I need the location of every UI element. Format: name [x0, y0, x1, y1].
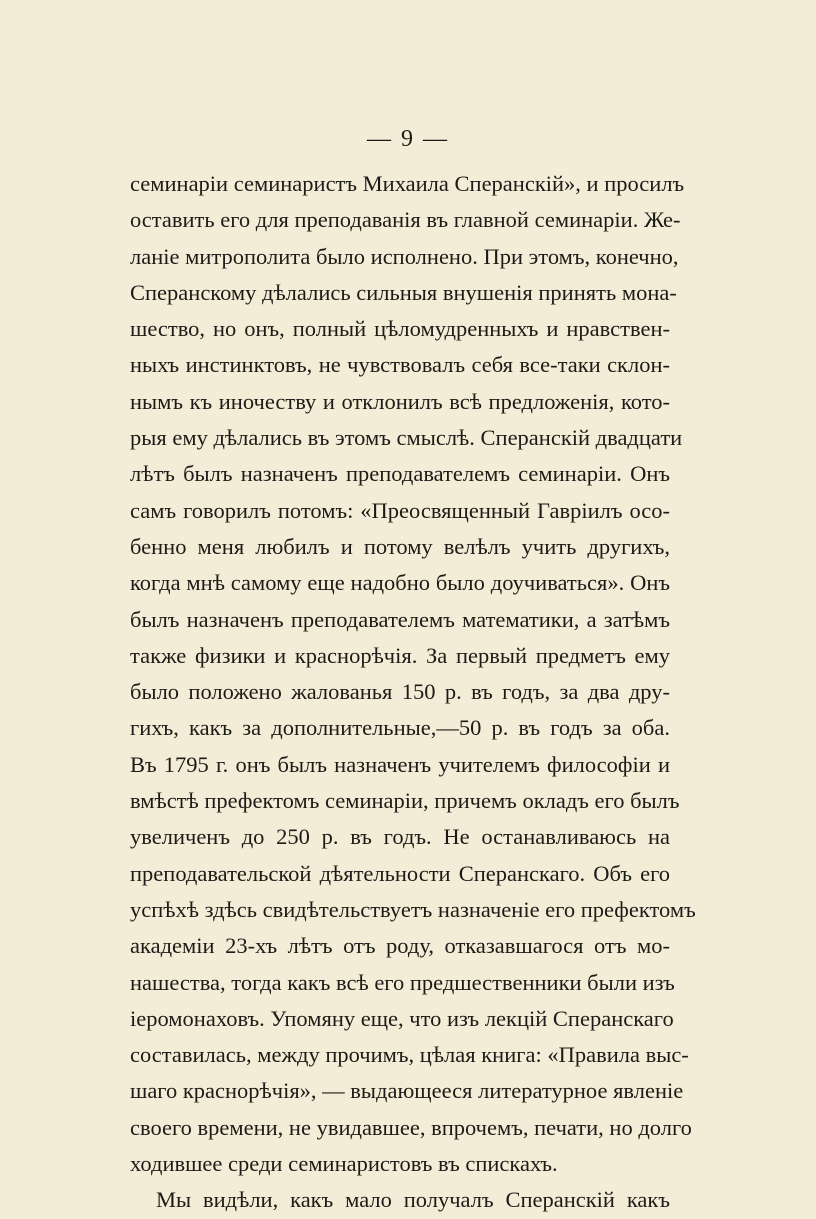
text-line: лѣтъ былъ назначенъ преподавателемъ семинаріи. Онъ: [130, 461, 670, 487]
text-line: рыя ему дѣлались въ этомъ смыслѣ. Сперанскій двадцати: [130, 425, 683, 451]
text-line: было положено жалованья 150 р. въ годъ, за два дру-: [130, 679, 670, 705]
text-line: самъ говорилъ потомъ: «Преосвященный Гавріилъ осо-: [130, 497, 670, 523]
text-line: Мы видѣли, какъ мало получалъ Сперанскій какъ: [156, 1187, 670, 1213]
text-line: гихъ, какъ за дополнительные,—50 р. въ годъ за оба.: [130, 715, 670, 741]
text-line: ходившее среди семинаристовъ въ спискахъ.: [130, 1151, 558, 1177]
text-line: нымъ къ иночеству и отклонилъ всѣ предложенія, кото-: [130, 388, 670, 414]
text-line: когда мнѣ самому еще надобно было доучиваться». Онъ: [130, 570, 670, 596]
text-line: Сперанскому дѣлались сильныя внушенія принять мона-: [130, 279, 677, 305]
text-line: оставить его для преподаванія въ главной семинаріи. Же-: [130, 207, 681, 233]
text-line: нашества, тогда какъ всѣ его предшественники были изъ: [130, 969, 675, 995]
text-line: успѣхѣ здѣсь свидѣтельствуетъ назначеніе его префектомъ: [130, 896, 696, 922]
text-line: ланіе митрополита было исполнено. При этомъ, конечно,: [130, 243, 679, 269]
body-text: [130, 166, 696, 1219]
text-line: преподавательской дѣятельности Сперанскаго. Объ его: [130, 860, 670, 886]
text-line: академіи 23-хъ лѣтъ отъ роду, отказавшагося отъ мо-: [130, 933, 670, 959]
text-line: вмѣстѣ префектомъ семинаріи, причемъ окладъ его былъ: [130, 788, 680, 814]
text-line: былъ назначенъ преподавателемъ математики, а затѣмъ: [130, 606, 670, 632]
text-line: своего времени, не увидавшее, впрочемъ, печати, но долго: [130, 1114, 692, 1140]
text-line: увеличенъ до 250 р. въ годъ. Не останавливаюсь на: [130, 824, 670, 850]
text-line: шество, но онъ, полный цѣломудренныхъ и нравствен-: [130, 316, 670, 342]
text-line: іеромонаховъ. Упомяну еще, что изъ лекцій Сперанскаго: [130, 1005, 674, 1031]
text-line: ныхъ инстинктовъ, не чувствовалъ себя все-таки склон-: [130, 352, 670, 378]
text-line: бенно меня любилъ и потому велѣлъ учить другихъ,: [130, 533, 670, 559]
text-line: составилась, между прочимъ, цѣлая книга: «Правила выс-: [130, 1042, 689, 1068]
text-line: шаго краснорѣчія», — выдающееся литературное явленіе: [130, 1078, 684, 1104]
text-line: Въ 1795 г. онъ былъ назначенъ учителемъ философіи и: [130, 751, 670, 777]
page-number: — 9 —: [367, 126, 449, 152]
text-line: также физики и краснорѣчія. За первый предметъ ему: [130, 642, 670, 668]
text-line: семинаріи семинаристъ Михаила Сперанскій», и просилъ: [130, 171, 685, 196]
